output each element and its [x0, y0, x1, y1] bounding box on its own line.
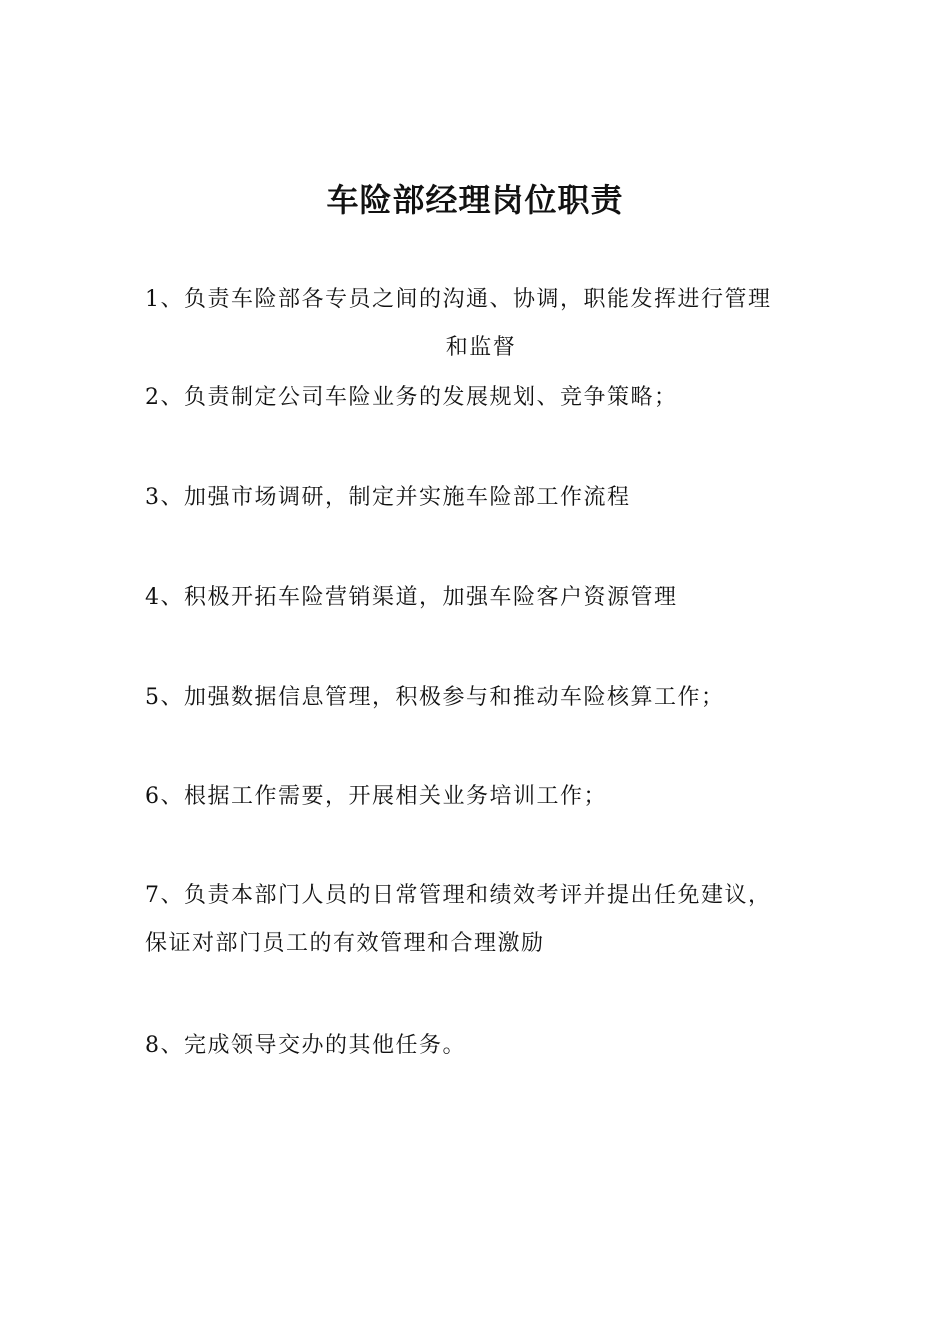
duty-item-5 [145, 674, 817, 722]
duty-item-1 [145, 276, 817, 372]
duty-item-4-text: 4、积极开拓车险营销渠道，加强车险客户资源管理 [145, 585, 678, 610]
duty-item-1-line-1: 1、负责车险部各专员之间的沟通、协调，职能发挥进行管理 [145, 287, 772, 312]
duty-item-3 [145, 474, 817, 522]
duty-item-6-text: 6、根据工作需要，开展相关业务培训工作； [145, 784, 607, 809]
duty-item-6 [145, 773, 817, 821]
duty-item-1-line-2: 和监督 [445, 335, 517, 360]
duty-item-7 [145, 872, 817, 968]
document-title: 车险部经理岗位职责 [326, 181, 624, 219]
duty-item-7-line-2: 保证对部门员工的有效管理和合理激励 [145, 931, 545, 956]
duty-item-8-text: 8、完成领导交办的其他任务。 [145, 1033, 466, 1058]
duty-item-4 [145, 574, 817, 622]
duty-item-2-text: 2、负责制定公司车险业务的发展规划、竞争策略； [145, 385, 678, 410]
duty-item-7-line-1: 7、负责本部门人员的日常管理和绩效考评并提出任免建议， [145, 883, 772, 908]
duty-item-8 [145, 1022, 817, 1070]
duty-item-3-text: 3、加强市场调研，制定并实施车险部工作流程 [145, 485, 631, 510]
duty-item-2 [145, 374, 817, 422]
duty-item-5-text: 5、加强数据信息管理，积极参与和推动车险核算工作； [145, 685, 725, 710]
